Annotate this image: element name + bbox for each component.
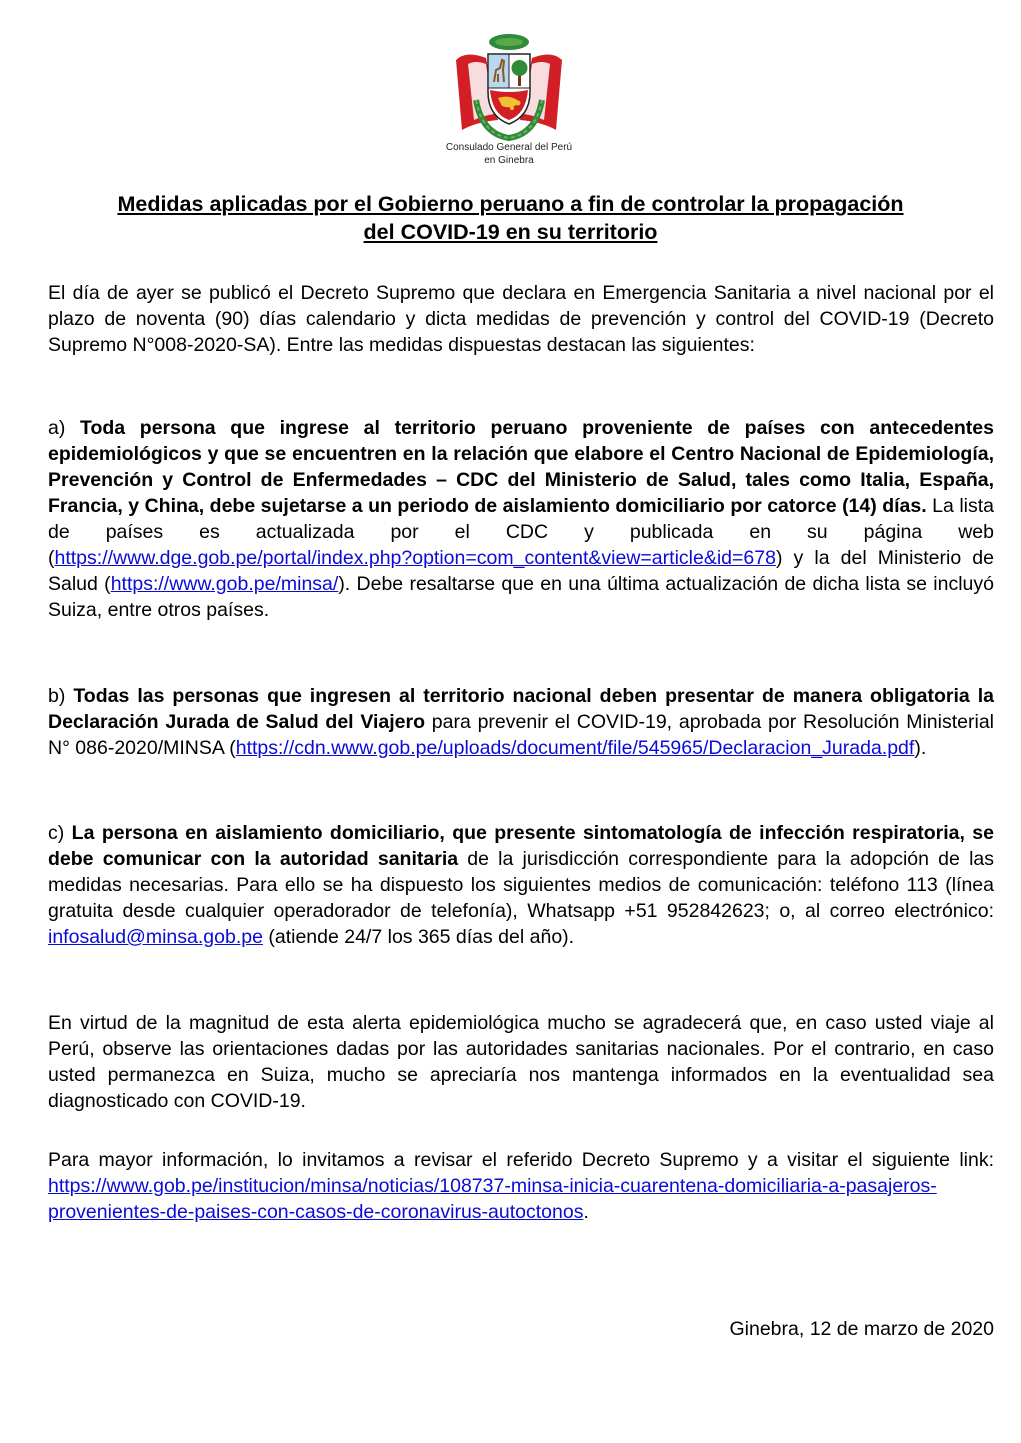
signature-date: Ginebra, 12 de marzo de 2020: [729, 1318, 994, 1340]
item-a: [48, 415, 994, 623]
paragraph-intro: El día de ayer se publicó el Decreto Supremo que declara en Emergencia Sanitaria a nivel nacional por el plazo de noventa (90) días calendario y dicta medidas de prevención y control del COVID-19 (Decreto Supremo N°008-2020-SA). Entre las medidas dispuestas destacan las siguientes:: [48, 282, 994, 356]
seal-caption-line2: en Ginebra: [484, 155, 534, 166]
item-a-bold: Toda persona que ingrese al territorio peruano proveniente de países con antecedentes epidemiológicos y que se encuentren en la relación que elabore el Centro Nacional de Epidemiología, Prevención y Control de Enfermedades – CDC del Ministerio de Salud, tales como Italia, España, Francia, y China, debe sujetarse a un periodo de aislamiento domiciliario por catorce (14) días.: [48, 417, 994, 517]
title-line1: Medidas aplicadas por el Gobierno peruano a fin de controlar la propagación: [117, 192, 904, 216]
item-b-text2: ).: [914, 737, 927, 759]
more-info-text1: Para mayor información, lo invitamos a revisar el referido Decreto Supremo y a visitar el siguiente link:: [48, 1149, 994, 1171]
item-a-text3: ). Debe resaltarse que en una última actualización de dicha lista se incluyó Suiza, entre otros países.: [48, 573, 994, 621]
item-c-bold: La persona en aislamiento domiciliario, que presente sintomatología de infección respiratoria, se debe comunicar con la autoridad sanitaria: [48, 822, 994, 870]
title-line2: del COVID-19 en su territorio: [363, 220, 658, 244]
seal-caption-line1: Consulado General del Perú: [445, 142, 573, 153]
link-gob-minsa[interactable]: https://www.gob.pe/minsa/: [110, 573, 339, 595]
paragraph-more-info: [48, 1147, 994, 1225]
link-minsa-noticias[interactable]: https://www.gob.pe/institucion/minsa/noticias/108737-minsa-inicia-cuarentena-domiciliaria-a-pasajeros-provenientes-de-paises-con-casos-de-coronavirus-autoctonos: [48, 1175, 937, 1223]
document-title: [48, 190, 973, 246]
item-a-text2: ) y la del Ministerio de Salud (: [48, 547, 994, 595]
item-c-marker: c): [48, 822, 72, 844]
item-a-marker: a): [48, 417, 80, 439]
item-b-marker: b): [48, 685, 74, 707]
item-b-text1: para prevenir el COVID-19, aprobada por Resolución Ministerial N° 086-2020/MINSA (: [48, 711, 994, 759]
more-info-text2: .: [583, 1201, 589, 1223]
peru-coat-of-arms-icon: [446, 30, 572, 142]
item-a-text1: La lista de países es actualizada por el CDC y publicada en su página web (: [48, 495, 995, 569]
paragraph-alert: En virtud de la magnitud de esta alerta epidemiológica mucho se agradecerá que, en caso usted viaje al Perú, observe las orientaciones dadas por las autoridades sanitarias nacionales. Por el contrario, en caso usted permanezca en Suiza, mucho se apreciaría nos mantenga informados en la eventualidad sea diagnosticado con COVID-19.: [48, 1012, 994, 1112]
item-b-bold: Todas las personas que ingresen al territorio nacional deben presentar de manera obligatoria la Declaración Jurada de Salud del Viajero: [48, 685, 994, 733]
link-dge-portal[interactable]: https://www.dge.gob.pe/portal/index.php?option=com_content&view=article&id=678: [54, 547, 776, 569]
email-infosalud[interactable]: infosalud@minsa.gob.pe: [48, 926, 263, 948]
item-c: [48, 820, 994, 950]
item-c-text2: (atiende 24/7 los 365 días del año).: [262, 926, 575, 948]
item-c-text1: de la jurisdicción correspondiente para la adopción de las medidas necesarias. Para ello se ha dispuesto los siguientes medios de comunicación: teléfono 113 (línea gratuita desde cualquier operadorador de telefonía), Whatsapp +51 952842623; o, al correo electrónico:: [48, 848, 994, 922]
seal-caption: [431, 141, 587, 167]
item-b: [48, 683, 994, 761]
link-declaracion-jurada[interactable]: https://cdn.www.gob.pe/uploads/document/file/545965/Declaracion_Jurada.pdf: [235, 737, 915, 759]
